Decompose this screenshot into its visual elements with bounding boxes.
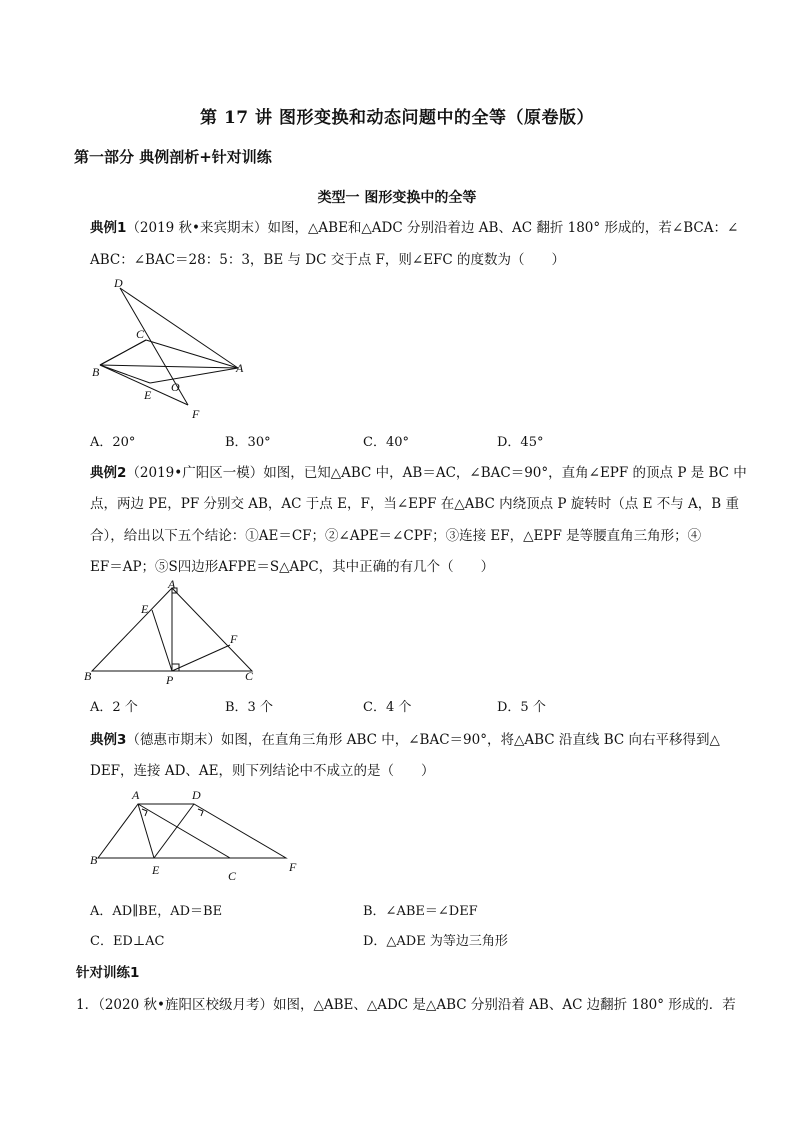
figure-example1 [80,270,270,425]
example1-label: 典例1 [90,220,127,236]
fig3-label-a: A [132,788,140,802]
fig2-label-p: P [166,673,174,686]
fig3-label-e: E [152,863,160,877]
example1-option-c: C．40° [363,435,409,450]
example1-option-a: A．20° [90,435,136,450]
figure-example2 [82,580,267,686]
example2-line2: 点，两边 PE，PF 分别交 AB，AC 于点 E，F，当∠EPF 在△ABC 内绕顶点 P 旋转时（点 E 不与 A，B 重 [90,496,740,512]
example2-option-d: D．5 个 [497,700,546,715]
fig3-label-f: F [289,860,297,874]
example1-option-b: B．30° [225,435,271,450]
fig1-label-a: A [236,361,244,375]
type-heading: 类型一 图形变换中的全等 [317,190,477,206]
example3-label: 典例3 [90,732,127,748]
example3-option-c: C．ED⊥AC [90,934,165,949]
fig1-label-f: F [192,407,200,421]
example3-text1: （德惠市期末）如图，在直角三角形 ABC 中，∠BAC＝90°，将△ABC 沿直线 BC 向右平移得到△ [126,732,720,748]
part-heading: 第一部分 典例剖析+针对训练 [74,148,272,166]
fig1-label-c: C [136,327,145,341]
example1-text1: （2019 秋•来宾期末）如图，△ABE和△ADC 分别沿着边 AB、AC 翻折 180° 形成的，若∠BCA：∠ [126,220,739,236]
training-heading: 针对训练1 [76,965,140,981]
fig3-label-b: B [90,853,98,867]
example3-option-a: A．AD∥BE，AD＝BE [90,904,223,919]
example3-option-b: B．∠ABE＝∠DEF [363,904,478,919]
fig2-label-c: C [245,669,254,683]
fig2-label-b: B [84,669,92,683]
figure-example3 [86,786,306,886]
example1-line1 [90,219,738,237]
example2-line4: EF＝AP；⑤S四边形AFPE＝S△APC，其中正确的有几个（ ） [90,559,495,575]
fig3-label-d: D [192,788,201,802]
example1-option-d: D．45° [497,435,544,450]
fig1-label-b: B [92,365,100,379]
fig3-label-c: C [228,869,237,883]
example2-label: 典例2 [90,465,127,481]
example2-line3: 合），给出以下五个结论：①AE＝CF；②∠APE＝∠CPF；③连接 EF，△EPF 是等腰直角三角形；④ [90,528,702,544]
fig1-label-e: E [144,388,152,402]
example2-option-c: C．4 个 [363,700,412,715]
example3-line1 [90,731,720,749]
example2-text1: （2019•广阳区一模）如图，已知△ABC 中，AB＝AC，∠BAC＝90°，直角∠EPF 的顶点 P 是 BC 中 [126,465,747,481]
example3-option-d: D．△ADE 为等边三角形 [363,934,508,949]
example1-line2: ABC：∠BAC＝28：5：3，BE 与 DC 交于点 F，则∠EFC 的度数为（ ） [90,252,566,268]
example2-line1 [90,464,747,482]
example3-line2: DEF，连接 AD、AE，则下列结论中不成立的是（ ） [90,763,435,779]
training-question1: 1．（2020 秋•旌阳区校级月考）如图，△ABE、△ADC 是△ABC 分别沿着 AB、AC 边翻折 180° 形成的．若 [76,997,736,1013]
example2-option-a: A．2 个 [90,700,138,715]
fig2-label-e: E [141,602,149,616]
example2-option-b: B．3 个 [225,700,273,715]
fig2-label-a: A [168,580,176,591]
fig1-label-o: O [171,380,180,394]
fig2-label-f: F [230,632,238,646]
fig1-label-d: D [114,276,123,290]
document-title: 第 17 讲 图形变换和动态问题中的全等（原卷版） [200,108,594,128]
